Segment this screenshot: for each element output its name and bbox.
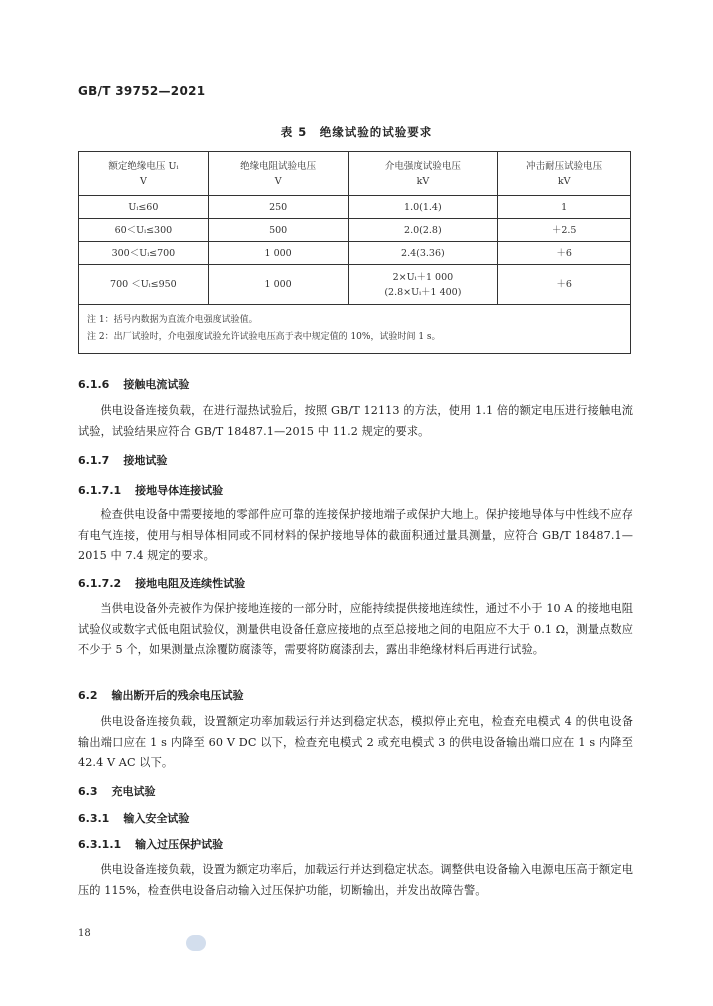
table-cell: ＋2.5 [498, 219, 631, 242]
table-row [79, 219, 631, 242]
table-cell: 250 [208, 196, 348, 219]
paragraph: 供电设备连接负载，设置额定功率加载运行并达到稳定状态，模拟停止充电，检查充电模式 4 的供电设备输出端口应在 1 s 内降至 60 V DC 以下，检查充电模式 2 或充电模式 3 的供电设备输出端口应在 1 s 内降至 42.4 V AC 以下。 [78, 715, 633, 769]
table-cell: 2.4(3.36) [348, 242, 498, 265]
table-cell: 1 000 [208, 242, 348, 265]
table-cell-multiline: 2×Uᵢ＋1 000 (2.8×Uᵢ＋1 400) [348, 265, 498, 305]
table-cell: 300＜Uᵢ≤700 [79, 242, 209, 265]
header-impulse-withstand: 冲击耐压试验电压 kV [498, 152, 631, 196]
table-row [79, 242, 631, 265]
table-cell: 2.0(2.8) [348, 219, 498, 242]
section-heading: 6.1.6 接触电流试验 [78, 378, 190, 391]
watermark-logo-icon [186, 935, 206, 951]
table-cell: 700 ＜Uᵢ≤950 [79, 265, 209, 305]
section-heading: 6.2 输出断开后的残余电压试验 [78, 689, 244, 702]
paragraph: 当供电设备外壳被作为保护接地连接的一部分时，应能持续提供接地连续性，通过不小于 10 A 的接地电阻试验仪或数字式低电阻试验仪，测量供电设备任意应接地的点至总接地之间的电阻应不大于 0.1 Ω，测量点数应不少于 5 个，如果测量点涂覆防腐漆等，需要将防腐漆刮去，露出非绝缘材料后再进行试验。 [78, 602, 633, 656]
header-insulation-resistance: 绝缘电阻试验电压 V [208, 152, 348, 196]
table-caption: 表 5 绝缘试验的试验要求 [280, 125, 433, 139]
table-row [79, 196, 631, 219]
section-heading: 6.1.7 接地试验 [78, 454, 168, 467]
paragraph: 供电设备连接负载，设置为额定功率后，加载运行并达到稳定状态。调整供电设备输入电源电压高于额定电压的 115%，检查供电设备启动输入过压保护功能，切断输出，并发出故障告警。 [78, 863, 633, 897]
standard-code: GB/T 39752—2021 [78, 84, 206, 98]
table-notes [79, 305, 631, 354]
table-cell: Uᵢ≤60 [79, 196, 209, 219]
header-dielectric-strength: 介电强度试验电压 kV [348, 152, 498, 196]
table-note: 注 1：括号内数据为直流介电强度试验值。 [87, 315, 258, 325]
paragraph: 供电设备连接负载，在进行湿热试验后，按照 GB/T 12113 的方法，使用 1.1 倍的额定电压进行接触电流试验，试验结果应符合 GB/T 18487.1—2015 中 11.2 规定的要求。 [78, 404, 633, 438]
table-note: 注 2：出厂试验时，介电强度试验允许试验电压高于表中规定值的 10%，试验时间 1 s。 [87, 332, 441, 342]
section-heading: 6.1.7.2 接地电阻及连续性试验 [78, 577, 246, 590]
table-header-row [79, 152, 631, 196]
table-row [79, 265, 631, 305]
section-heading: 6.3 充电试验 [78, 785, 156, 798]
header-rated-voltage: 额定绝缘电压 Uᵢ V [79, 152, 209, 196]
table-cell: 60＜Uᵢ≤300 [79, 219, 209, 242]
page-number: 18 [78, 928, 91, 939]
table-notes-row [79, 305, 631, 354]
paragraph: 检查供电设备中需要接地的零部件应可靠的连接保护接地端子或保护大地上。保护接地导体与中性线不应存有电气连接，使用与相导体相同或不同材料的保护接地导体的截面积通过量具测量，应符合 GB/T 18487.1—2015 中 7.4 规定的要求。 [78, 508, 633, 562]
insulation-test-table [78, 151, 631, 354]
table-cell: ＋6 [498, 265, 631, 305]
table-cell: ＋6 [498, 242, 631, 265]
section-heading: 6.3.1 输入安全试验 [78, 812, 190, 825]
table-cell: 1 000 [208, 265, 348, 305]
table-cell: 1.0(1.4) [348, 196, 498, 219]
table-cell: 500 [208, 219, 348, 242]
section-heading: 6.3.1.1 输入过压保护试验 [78, 838, 224, 851]
section-heading: 6.1.7.1 接地导体连接试验 [78, 484, 224, 497]
table-cell: 1 [498, 196, 631, 219]
